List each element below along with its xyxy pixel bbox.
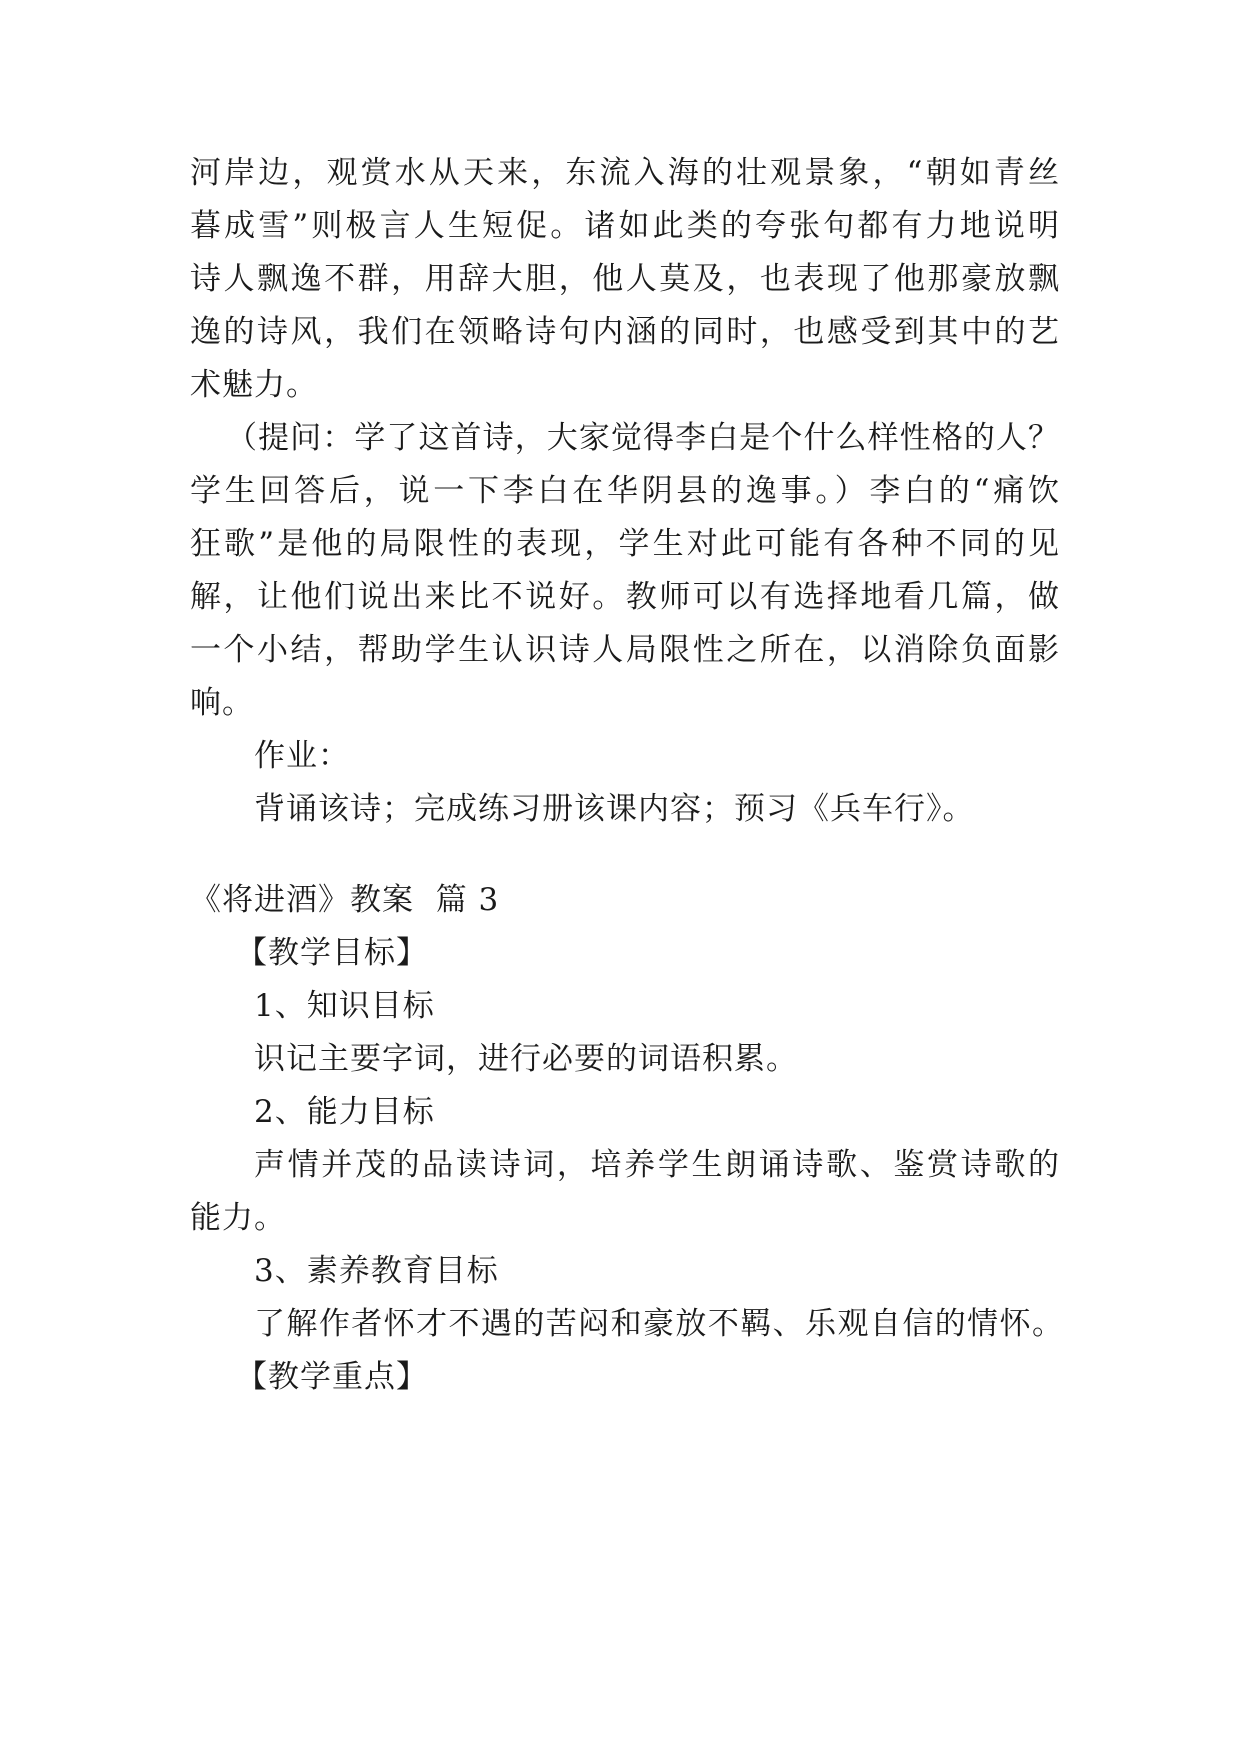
homework-content: 背诵该诗；完成练习册该课内容；预习《兵车行》。 xyxy=(254,791,975,827)
paragraph-line: 诗人飘逸不群，用辞大胆，他人莫及，也表现了他那豪放飘 xyxy=(190,261,1060,297)
paragraph-line: 暮成雪”则极言人生短促。诸如此类的夸张句都有力地说明 xyxy=(190,208,1060,244)
paragraph-line: 河岸边，观赏水从天来，东流入海的壮观景象，“朝如青丝 xyxy=(190,155,1060,191)
ability-goal-line: 声情并茂的品读诗词，培养学生朗诵诗歌、鉴赏诗歌的 xyxy=(254,1147,1060,1183)
paragraph-line: 狂歌”是他的局限性的表现，学生对此可能有各种不同的见 xyxy=(190,526,1060,562)
ability-goal-line: 能力。 xyxy=(190,1200,286,1236)
quality-goal-text: 了解作者怀才不遇的苦闷和豪放不羁、乐观自信的情怀。 xyxy=(254,1306,1064,1342)
paragraph-line: 术魅力。 xyxy=(190,367,318,403)
quality-goal-title: 3、素养教育目标 xyxy=(254,1253,499,1289)
teaching-goals-heading: 【教学目标】 xyxy=(236,935,428,971)
teaching-focus-heading: 【教学重点】 xyxy=(236,1359,428,1395)
knowledge-goal-text: 识记主要字词，进行必要的词语积累。 xyxy=(254,1041,798,1077)
section-title: 《将进酒》教案 篇 3 xyxy=(190,882,500,918)
paragraph-line: 解，让他们说出来比不说好。教师可以有选择地看几篇，做 xyxy=(190,579,1060,615)
knowledge-goal-title: 1、知识目标 xyxy=(254,988,435,1024)
ability-goal-title: 2、能力目标 xyxy=(254,1094,435,1130)
paragraph-line: 响。 xyxy=(190,685,254,721)
paragraph-line: 学生回答后，说一下李白在华阴县的逸事。）李白的“痛饮 xyxy=(190,473,1060,509)
paragraph-line: （提问：学了这首诗，大家觉得李白是个什么样性格的人？ xyxy=(226,420,1060,456)
paragraph-line: 一个小结，帮助学生认识诗人局限性之所在，以消除负面影 xyxy=(190,632,1060,668)
homework-label: 作业： xyxy=(254,738,350,774)
paragraph-line: 逸的诗风，我们在领略诗句内涵的同时，也感受到其中的艺 xyxy=(190,314,1060,350)
